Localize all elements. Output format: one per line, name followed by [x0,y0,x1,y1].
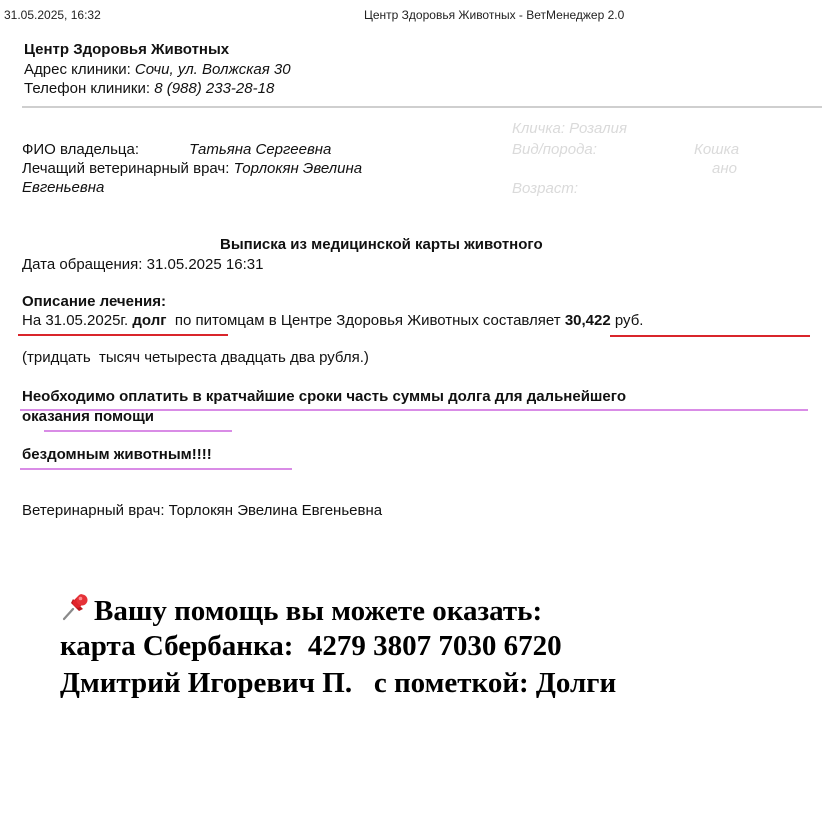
faded-species-label: Вид/порода: [512,141,597,158]
clinic-phone-value: 8 (988) 233-28-18 [154,80,275,97]
debt-currency: руб. [610,312,644,329]
debt-line [22,312,643,329]
debt-part2: по питомцам в Центре Здоровья Животных составляет [166,312,565,329]
vet-label: Лечащий ветеринарный врач: [22,160,234,177]
visit-label: Дата обращения: [22,256,147,273]
vet-row [22,160,362,177]
debt-part1: На 31.05.2025г. [22,312,133,329]
clinic-name: Центр Здоровья Животных [24,41,230,58]
document-title: Выписка из медицинской карты животного [220,236,543,253]
header-divider [22,106,822,108]
print-datetime: 31.05.2025, 16:32 [4,8,101,22]
notice-line2: оказания помощи [22,408,154,425]
clinic-address [24,61,291,78]
clinic-phone [24,80,274,97]
clinic-address-label: Адрес клиники: [24,61,135,78]
debt-word: долг [132,312,167,329]
vet-name-line2: Евгеньевна [22,179,105,196]
pushpin-icon [60,592,90,622]
visit-row [22,256,263,273]
faded-age-value: ано [712,160,737,177]
clinic-address-value: Сочи, ул. Волжская 30 [134,61,291,78]
appeal-line1 [60,592,542,628]
signature-line: Ветеринарный врач: Торлокян Эвелина Евгеньевна [22,502,383,519]
notice-underline-2 [44,430,232,432]
appeal-text-1: Вашу помощь вы можете оказать: [94,595,543,627]
amount-in-words: (тридцать тысяч четыреста двадцать два рубля.) [22,349,369,366]
treatment-heading: Описание лечения: [22,293,166,310]
notice-underline-3 [20,468,292,470]
owner-row [22,141,331,158]
owner-label: ФИО владельца: [22,141,144,158]
faded-pet-name: Кличка: Розалия [512,120,627,137]
debt-underline-left [18,334,228,336]
faded-species-value: Кошка [694,141,740,158]
owner-name: Татьяна Сергеевна [189,141,332,158]
notice-line1: Необходимо оплатить в кратчайшие сроки часть суммы долга для дальнейшего [22,388,626,405]
visit-date: 31.05.2025 16:31 [146,256,264,273]
print-title: Центр Здоровья Животных - ВетМенеджер 2.0 [364,8,625,22]
debt-underline-right [610,335,810,337]
debt-amount: 30,422 [564,312,611,329]
notice-underline-1 [20,409,808,411]
appeal-line3: Дмитрий Игоревич П. с пометкой: Долги [60,667,617,699]
faded-age-label: Возраст: [512,180,578,197]
vet-name-line1: Торлокян Эвелина [233,160,363,177]
notice-line3: бездомным животным!!!! [22,446,212,463]
clinic-phone-label: Телефон клиники: [24,80,155,97]
appeal-line2: карта Сбербанка: 4279 3807 7030 6720 [60,630,562,662]
